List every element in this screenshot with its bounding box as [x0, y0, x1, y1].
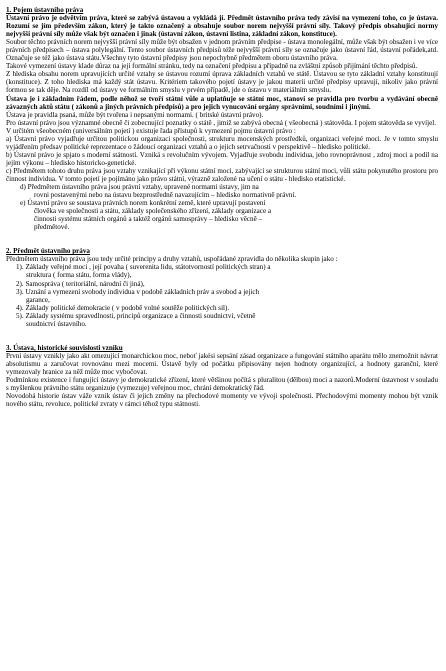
list-item: garance, — [26, 295, 50, 304]
subject-list — [6, 263, 438, 327]
section-2-heading: 2. Předmět ústavního práva — [6, 247, 90, 256]
list-item: d) Předmětem ústavního práva jsou právní vztahy, upravené normami ústavy, jim na — [20, 183, 259, 192]
approach-list-continued — [6, 183, 438, 231]
paragraph: Pro ústavní právo jsou významné obecně či zobecnující poznatky o státě , jimiž se zabývá obecná ( všeobecná ) státověda. I pojem státověda se vyvíjel. — [6, 118, 437, 127]
list-item: rovni postavenými nebo na ústavu bezprostředně navazujícím – hledisko normativně právní. — [34, 191, 297, 200]
section-3-heading: 3. Ústava, historické souvislosti vzniku — [6, 343, 123, 352]
list-item: soudnictví ústavního. — [26, 319, 87, 328]
paragraph: Ústava je pravidla psaná, může být tvořena i nepsanými normami. ( britské ústavní právo). — [6, 110, 264, 119]
paragraph: V určitém všeobecném (universálním pojetí ) existuje řada přístupů k vymezení pojmu ústavní právo : — [6, 126, 296, 135]
list-item: činnosti systému státních orgánů a taktéž orgánů samosprávy – hledisko věcně – — [34, 215, 263, 224]
list-item: b) Ústavní právo je spjato s moderní státností. Vzniká s revolučním vývojem. Vyjadřuje svobodu individua, jeho rovnoprávnost , zdroj moci a podíl na jejím výkonu – hledisko historicko-genetické. — [6, 150, 438, 167]
list-item: c) Předmětem tohoto druhu práva jsou vztahy vznikající při výkonu státní moci, zabývající se strukturou státní moci, vůli státu pokynutého prostoru pro činnost individua. V tomto pojetí je pojímáno jako právo státní, výrazně založené na učení o státu - hledisko etatistické. — [6, 166, 438, 183]
list-item: e) Ústavní právo se soustava právních norem konkrétní země, které upravují postavení — [20, 199, 266, 208]
paragraph: Podmínkou existence i fungující ústavy je demokratické zřízení, které většinou počítá s pluralitou (dělbou) moci a nazorů.Moderní ústavnost v souladu s myšlenkou právního státu organizuje (vymezuje) veřejnou moc, chrání demokratický řád. — [6, 375, 438, 393]
list-item: 1). Základy veřejné moci , její povaha ( suverenita lidu, státotvorností politických stran) a — [16, 263, 271, 272]
list-item: 2). Samospráva ( teritoriální, národní či jiná), — [16, 279, 145, 288]
list-item: 3). Uznání a vymezení svobody individua v podobě základních práv a svobod a jejich — [16, 287, 260, 296]
approach-list — [6, 135, 438, 183]
list-item: struktura ( forma státu, forma vlády), — [26, 271, 132, 280]
spacer — [6, 328, 438, 344]
paragraph: Novodobá historie ústav váže vznik ústav či jejich změny na přechodové momenty ve vývoji společnosti. Přechodovými momenty mohou být vznik nového státu, revoluce, politické zvraty v rámci téhož typu státnosti. — [6, 392, 438, 409]
paragraph: Soubor těchto právních norem nejvyšší právní síly může být obsažen v jednom právním předpise - ústava monolegální, může však být obsažen i ve více právních předpisech – ústava polylegální. Tento soubor ústavních předpisů téže nejvyšší právní síly se označuje jako ústavní řád, ústavní pořádek,atd. Označuje se též jako ústava státu.Všechny tyto ústavní předpisy jsou nepochybně předmětem oboru ústavního práva. — [6, 38, 438, 63]
paragraph: První ústavy vznikly jako akt omezující monarchickou moc, neboť jakési sepsání zásad organizace a fungování státního aparátu mělo znemožnit návrat absolutismu a zaručovat rovnovánu mezi mocemi. Ústavě byly od počátku připisovány nejen hodnoty organizující, a hodnoty garanční, které vymezovaly hranice za něž může moc vybočovat. — [6, 351, 438, 376]
paragraph — [6, 14, 438, 38]
list-item: 4). Základy politické demokracie ( v podobě volné soutěže politických sil). — [16, 303, 230, 312]
list-item: 5). Základy systému spravedlnosti, principů organizace a činnosti soudnictví, včetně — [16, 311, 256, 320]
spacer — [6, 231, 438, 247]
list-item: člověka ve společnosti a státu, základy společenského zřízení, základy organizace a — [34, 207, 272, 216]
paragraph: Z hlediska obsahu norem upravujících určité vztahy se ústavou rozumí úprava základních vztahů ve státě. Ústavou se tyto základní vztahy konstituují (konstituce). Z toho hlediska má každý stát ústavu. Kritériem takového pojetí ústavy je jakou materii určité předpisy upravují, nikoliv jako právní formou se tak děje. Na rozdíl od ústavy ve formálním smyslu v prvém případě, jde o ústavu v materiálním smyslu. — [6, 70, 438, 95]
paragraph-text: Ústavní právo je odvětvím práva, které se zabývá ústavou a vykládá jí. Předmět ústavního práva tedy závisí na vymezení toho, co je ústava. Rozumí se jím především zákon, který je takto označený a obsahuje soubor norem nejvyšší právní síly. Takový předpis obsahující normy nejvyšší právní síly může však být označen i jinak (ústavní zákon, ústavní listina, základní zákon, konstituce). — [6, 14, 438, 39]
paragraph: Ústava je i základním řádem, podle něhož se tvoří státní vůle a uplatňuje se státní moc, stanoví se pravidla pro tvorbu a vydávání obecně závazných aktů státu ( zákonů a jiných právních předpisů) a pro jejich vynucování orgány správními, soudními i jinými. — [6, 94, 438, 111]
section-1-heading: 1. Pojem ústavního práva — [6, 6, 84, 14]
list-item: předmětové. — [34, 223, 70, 232]
paragraph: Předmětem ústavního práva jsou tedy určité principy a druhy vztahů, uspořádané zpravidla do několika skupin jako : — [6, 255, 338, 264]
list-item: a) Ústavní právo vyjadřuje určitou politickou organizaci společnosti, strukturu mocenských prostředků, organizaci veřejné moci. Je v tomto smyslu vyjádřením předsav politické reprezentace o žádoucí organizaci vztahů a o jejich setrvačnosti v perspektivě – hledisko politické. — [6, 134, 438, 151]
paragraph: Takové vymezení ústavy klade důraz na její formální stránku, tedy na označení předpisu a případně na zvláštní způsob přijímání těchto předpisů. — [6, 62, 418, 71]
